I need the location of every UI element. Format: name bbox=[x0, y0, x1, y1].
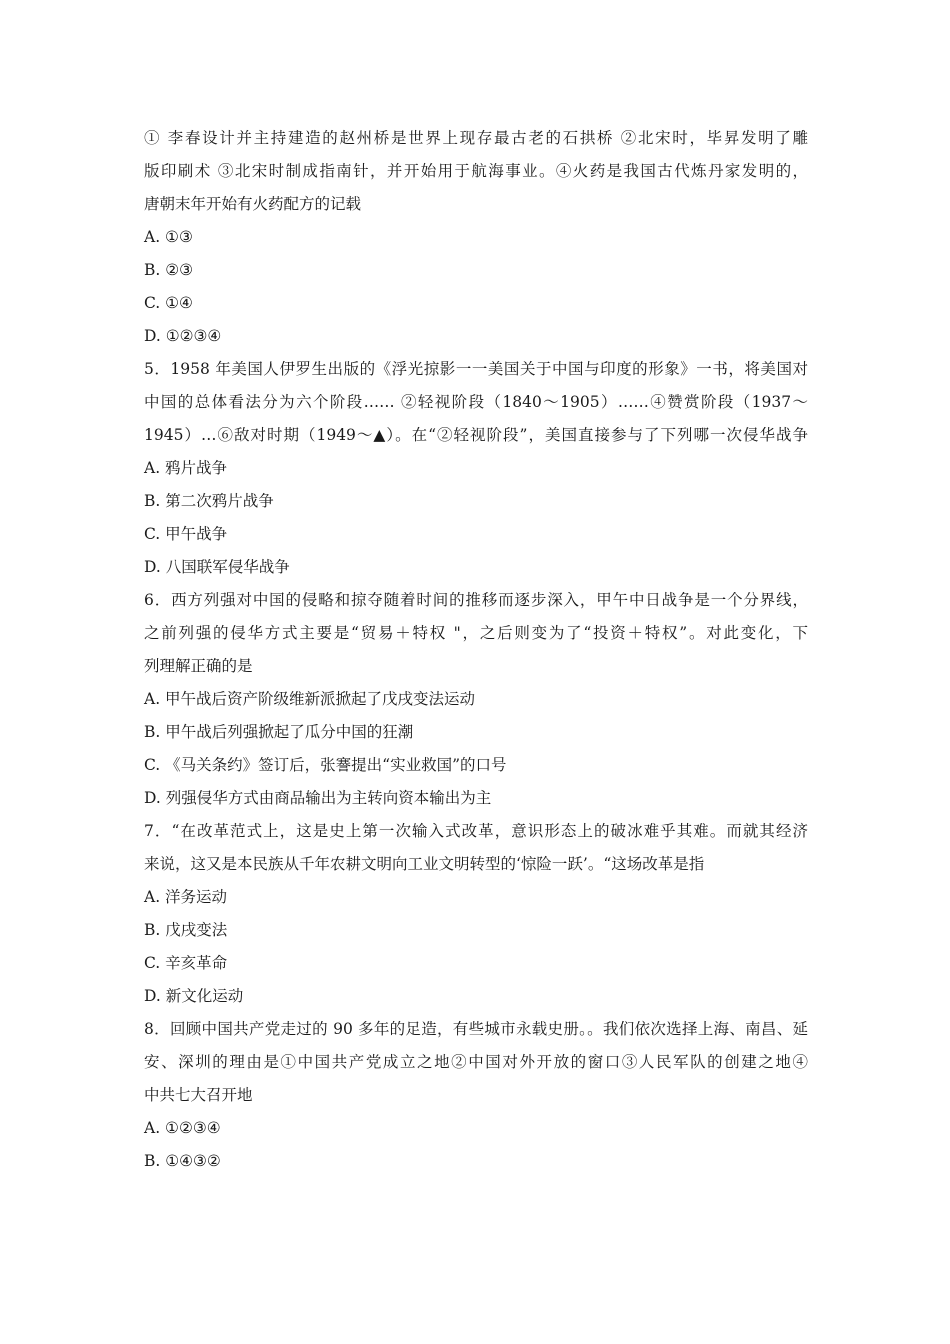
option-c: C. 辛亥革命 bbox=[144, 954, 228, 972]
question-stem-line: 版印刷术 ③北宋时制成指南针，并开始用于航海事业。④火药是我国古代炼丹家发明的， bbox=[144, 162, 808, 180]
question-stem-line: 之前列强的侵华方式主要是“贸易＋特权 "，之后则变为了“投资＋特权”。对此变化，下 bbox=[144, 624, 808, 642]
question-stem-line: 列理解正确的是 bbox=[144, 657, 253, 675]
question-stem-line: 安、深圳的理由是①中国共产党成立之地②中国对外开放的窗口③人民军队的创建之地④ bbox=[144, 1053, 808, 1071]
question-stem-line: 来说，这又是本民族从千年农耕文明向工业文明转型的‘惊险一跃’。“这场改革是指 bbox=[144, 855, 705, 873]
option-d: D. 新文化运动 bbox=[144, 987, 244, 1005]
option-b: B. 第二次鸦片战争 bbox=[144, 492, 274, 510]
option-a: A. 鸦片战争 bbox=[144, 459, 228, 477]
question-stem-line: 6．西方列强对中国的侵略和掠夺随着时间的推移而逐步深入，甲午中日战争是一个分界线， bbox=[144, 591, 808, 609]
option-c: C. 甲午战争 bbox=[144, 525, 228, 543]
option-b: B. ①④③② bbox=[144, 1152, 221, 1170]
question-5 bbox=[144, 353, 808, 584]
option-a: A. 甲午战后资产阶级维新派掀起了戊戌变法运动 bbox=[144, 690, 476, 708]
question-6 bbox=[144, 584, 808, 815]
question-stem-line: 1945）…⑥敌对时期（1949～▲）。在“②轻视阶段”，美国直接参与了下列哪一次侵华战争 bbox=[144, 426, 808, 444]
question-stem-line: 8．回顾中国共产党走过的 90 多年的足造，有些城市永载史册。。我们依次选择上海、南昌、延 bbox=[144, 1020, 808, 1038]
question-8 bbox=[144, 1013, 808, 1178]
option-d: D. 列强侵华方式由商品输出为主转向资本输出为主 bbox=[144, 789, 492, 807]
question-4 bbox=[144, 122, 808, 353]
option-b: B. ②③ bbox=[144, 261, 194, 279]
question-stem-line: 唐朝末年开始有火药配方的记载 bbox=[144, 195, 362, 213]
question-stem-line: 中共七大召开地 bbox=[144, 1086, 253, 1104]
option-a: A. ①②③④ bbox=[144, 1119, 221, 1137]
option-d: D. ①②③④ bbox=[144, 327, 222, 345]
option-b: B. 戊戌变法 bbox=[144, 921, 228, 939]
question-stem-line: ① 李春设计并主持建造的赵州桥是世界上现存最古老的石拱桥 ②北宋时，毕昇发明了雕 bbox=[144, 129, 808, 147]
question-stem-line: 中国的总体看法分为六个阶段…… ②轻视阶段（1840～1905）……④赞赏阶段（1937～ bbox=[144, 393, 808, 411]
option-a: A. ①③ bbox=[144, 228, 193, 246]
option-c: C. ①④ bbox=[144, 294, 193, 312]
option-c: C. 《马关条约》签订后，张謇提出“实业救国”的口号 bbox=[144, 756, 507, 774]
option-d: D. 八国联军侵华战争 bbox=[144, 558, 290, 576]
option-a: A. 洋务运动 bbox=[144, 888, 228, 906]
question-7 bbox=[144, 815, 808, 1013]
question-stem-line: 7．“在改革范式上，这是史上第一次输入式改革，意识形态上的破冰难乎其难。而就其经济 bbox=[144, 822, 808, 840]
page-content bbox=[144, 122, 808, 1178]
option-b: B. 甲午战后列强掀起了瓜分中国的狂潮 bbox=[144, 723, 414, 741]
question-stem-line: 5．1958 年美国人伊罗生出版的《浮光掠影一一美国关于中国与印度的形象》一书，将美国对 bbox=[144, 360, 808, 378]
